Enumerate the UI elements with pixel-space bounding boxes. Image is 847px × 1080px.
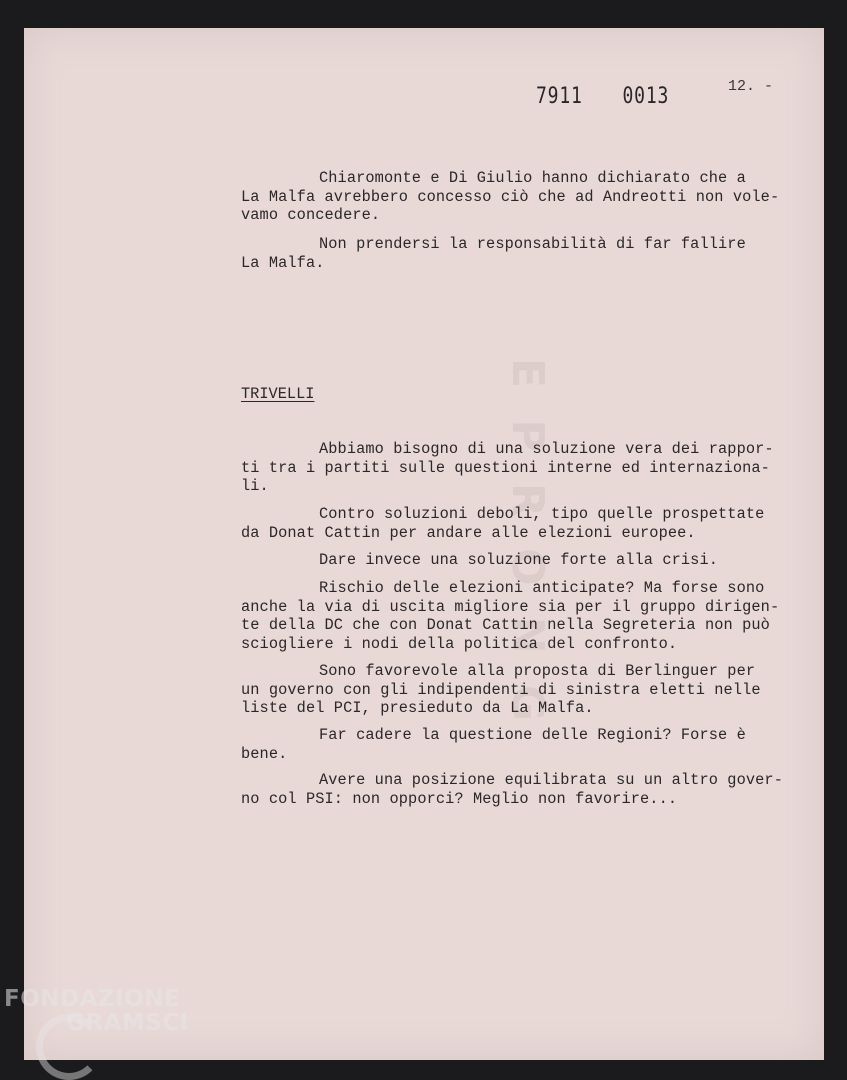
text-line: La Malfa. (241, 253, 325, 272)
paragraph-8 (241, 726, 811, 763)
text-line: li. (241, 477, 269, 495)
text-line: da Donat Cattin per andare alle elezioni europee. (241, 523, 696, 542)
text-line: no col PSI: non opporci? Meglio non favorire... (241, 789, 678, 808)
document-page (24, 28, 824, 1060)
text-line: La Malfa avrebbero concesso ciò che ad Andreotti non vole- (241, 187, 780, 206)
text-line: Rischio delle elezioni anticipate? Ma forse sono (319, 579, 765, 597)
section-heading: TRIVELLI (241, 385, 315, 403)
text-line: te della DC che con Donat Cattin nella Segreteria non può (241, 616, 770, 634)
text-line: anche la via di uscita migliore sia per il gruppo dirigen- (241, 597, 780, 616)
paragraph-3 (241, 440, 811, 496)
paragraph-7 (241, 662, 811, 718)
paragraph-4 (241, 505, 811, 542)
logo-line-1: FONDAZIONE (4, 986, 181, 1012)
text-line: Avere una posizione equilibrata su un altro gover- (319, 771, 783, 789)
text-line: Sono favorevole alla proposta di Berlinguer per (319, 662, 756, 680)
faint-stamp-watermark: E P R O N G (502, 358, 553, 730)
text-line: bene. (241, 744, 288, 763)
logo-sub: onlus (172, 1048, 197, 1058)
text-line: Chiaromonte e Di Giulio hanno dichiarato che a (319, 169, 746, 187)
page-number: 12. - (728, 78, 774, 95)
text-line: vamo concedere. (241, 206, 381, 224)
paragraph-1 (241, 169, 811, 225)
paragraph-5 (241, 551, 811, 570)
text-line: Non prendersi la responsabilità di far fallire (319, 235, 746, 253)
logo-g-icon (36, 1014, 102, 1080)
text-line: Dare invece una soluzione forte alla crisi. (319, 551, 719, 569)
paragraph-6 (241, 579, 811, 653)
fondazione-gramsci-logo (4, 986, 197, 1058)
logo-line-2: GRAMSCI (66, 1010, 189, 1036)
text-line: liste del PCI, presieduto da La Malfa. (241, 699, 594, 717)
paragraph-9 (241, 771, 811, 808)
text-line: un governo con gli indipendenti di sinistra eletti nelle (241, 680, 761, 699)
paragraph-2 (241, 235, 811, 272)
text-line: sciogliere i nodi della politica del confronto. (241, 634, 678, 653)
text-line: Contro soluzioni deboli, tipo quelle prospettate (319, 505, 765, 523)
text-line: ti tra i partiti sulle questioni interne ed internaziona- (241, 458, 770, 477)
archive-number: 7911 0013 (536, 84, 670, 109)
text-line: Abbiamo bisogno di una soluzione vera dei rappor- (319, 440, 774, 458)
text-line: Far cadere la questione delle Regioni? Forse è (319, 726, 746, 744)
